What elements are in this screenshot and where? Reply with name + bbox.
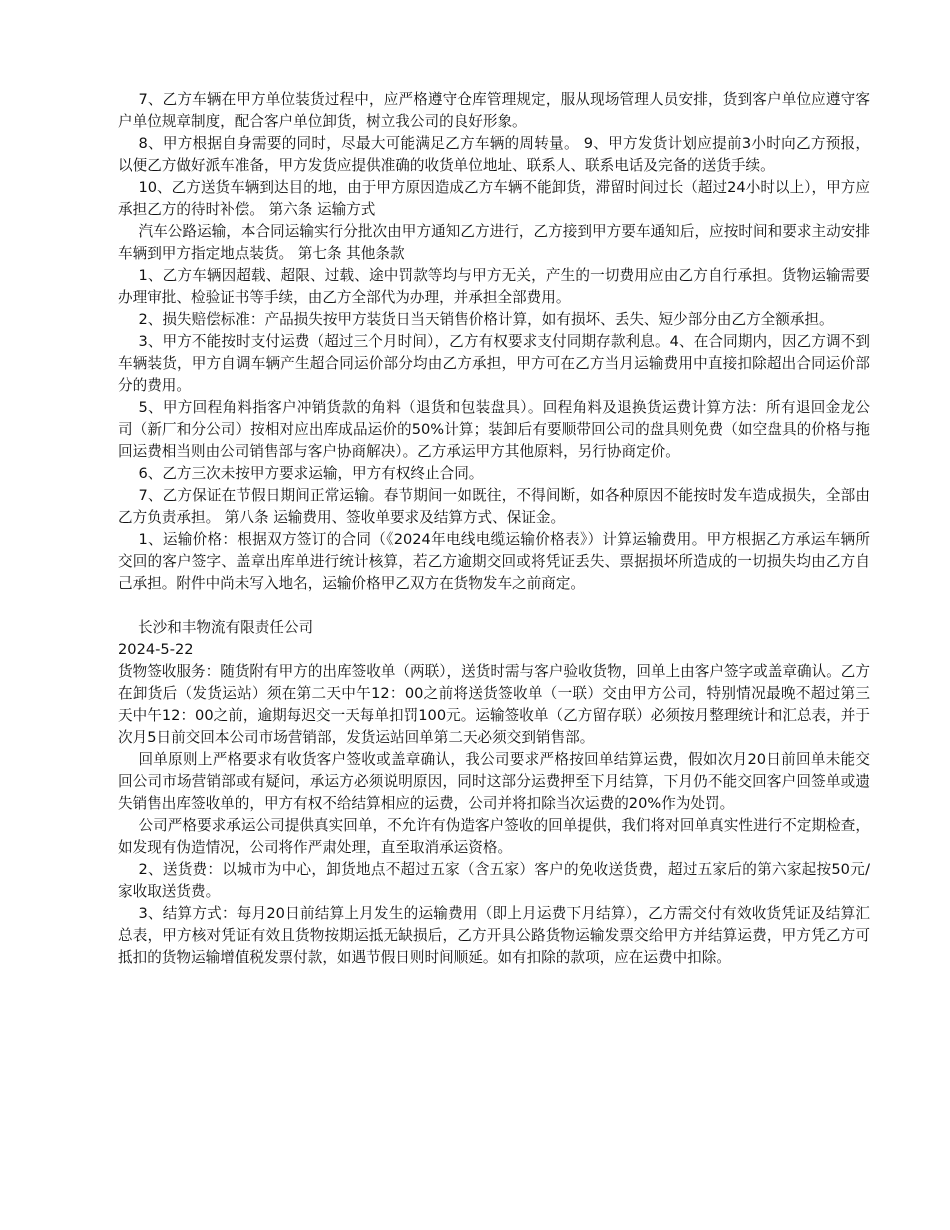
article-6-transport-mode: 汽车公路运输，本合同运输实行分批次由甲方通知乙方进行，乙方接到甲方要车通知后，应按时间和要求主动安排车辆到甲方指定地点装货。 第七条 其他条款 xyxy=(118,223,870,262)
article-7-clause-3-4: 3、甲方不能按时支付运费（超过三个月时间），乙方有权要求支付同期存款利息。4、在合同期内，因乙方调不到车辆装货，甲方自调车辆产生超合同运价部分均由乙方承担，甲方可在乙方当月运输费用中直接扣除超出合同运价部分的费用。 xyxy=(118,333,870,394)
article-7-clause-1: 1、乙方车辆因超载、超限、过载、途中罚款等均与甲方无关，产生的一切费用应由乙方自行承担。货物运输需要办理审批、检验证书等手续，由乙方全部代为办理，并承担全部费用。 xyxy=(118,267,870,306)
clause-7-loading: 7、乙方车辆在甲方单位装货过程中，应严格遵守仓库管理规定，服从现场管理人员安排，货到客户单位应遵守客户单位规章制度，配合客户单位卸货，树立我公司的良好形象。 xyxy=(118,91,870,130)
article-7-clause-5: 5、甲方回程角料指客户冲销货款的角料（退货和包装盘具）。回程角料及退换货运费计算方法：所有退回金龙公司（新厂和分公司）按相对应出库成品运价的50%计算；装卸后有要顺带回公司的盘具则免费（如空盘具的价格与拖回运费相当则由公司销售部与客户协商解决）。乙方承运甲方其他原料，另行协商定价。 xyxy=(118,399,870,460)
article-7-clause-2: 2、损失赔偿标准：产品损失按甲方装货日当天销售价格计算，如有损坏、丢失、短少部分由乙方全额承担。 xyxy=(138,311,834,328)
company-name: 长沙和丰物流有限责任公司 xyxy=(138,619,314,636)
section-gap xyxy=(118,595,870,617)
delivery-receipt-service: 货物签收服务：随货附有甲方的出库签收单（两联），送货时需与客户验收货物，回单上由客户签字或盖章确认。乙方在卸货后（发货运站）须在第二天中午12：00之前将送货签收单（一联）交由甲方公司，特别情况最晚不超过第三天中午12：00之前，逾期每迟交一天每单扣罚100元。运输签收单（乙方留存联）必须按月整理统计和汇总表，并于次月5日前交回本公司市场营销部，发货运站回单第二天必须交到销售部。 xyxy=(118,663,870,746)
clause-10-waiting: 10、乙方送货车辆到达目的地，由于甲方原因造成乙方车辆不能卸货，滞留时间过长（超过24小时以上），甲方应承担乙方的待时补偿。 第六条 运输方式 xyxy=(118,179,870,218)
signing-date: 2024-5-22 xyxy=(118,641,194,658)
article-7-clause-6: 6、乙方三次未按甲方要求运输，甲方有权终止合同。 xyxy=(138,465,484,482)
contract-document xyxy=(118,89,870,969)
settlement-method-clause: 3、结算方式：每月20日前结算上月发生的运输费用（即上月运费下月结算），乙方需交付有效收货凭证及结算汇总表，甲方核对凭证有效且货物按期运抵无缺损后，乙方开具公路货物运输发票交给甲方并结算运费，甲方凭乙方可抵扣的货物运输增值税发票付款，如遇节假日则时间顺延。如有扣除的款项，应在运费中扣除。 xyxy=(118,905,870,966)
article-7-clause-7: 7、乙方保证在节假日期间正常运输。春节期间一如既往，不得间断，如各种原因不能按时发车造成损失，全部由乙方负责承担。 第八条 运输费用、签收单要求及结算方式、保证金。 xyxy=(118,487,870,526)
clause-8-9-dispatch: 8、甲方根据自身需要的同时，尽最大可能满足乙方车辆的周转量。 9、甲方发货计划应提前3小时向乙方预报，以便乙方做好派车准备，甲方发货应提供准确的收货单位地址、联系人、联系电话及完备的送货手续。 xyxy=(118,135,870,174)
article-8-clause-1: 1、运输价格：根据双方签订的合同（《2024年电线电缆运输价格表》）计算运输费用。甲方根据乙方承运车辆所交回的客户签字、盖章出库单进行统计核算，若乙方逾期交回或将凭证丢失、票据损坏所造成的一切损失均由乙方自己承担。附件中尚未写入地名，运输价格甲乙双方在货物发车之前商定。 xyxy=(118,531,870,592)
receipt-principle: 回单原则上严格要求有收货客户签收或盖章确认，我公司要求严格按回单结算运费，假如次月20日前回单未能交回公司市场营销部或有疑问，承运方必须说明原因，同时这部分运费押至下月结算，下月仍不能交回客户回签单或遗失销售出库签收单的，甲方有权不给结算相应的运费，公司并将扣除当次运费的20%作为处罚。 xyxy=(118,751,870,812)
delivery-fee-clause: 2、送货费：以城市为中心，卸货地点不超过五家（含五家）客户的免收送货费，超过五家后的第六家起按50元/家收取送货费。 xyxy=(118,861,870,900)
authentic-receipt-requirement: 公司严格要求承运公司提供真实回单，不允许有伪造客户签收的回单提供，我们将对回单真实性进行不定期检查，如发现有伪造情况，公司将作严肃处理，直至取消承运资格。 xyxy=(118,817,870,856)
